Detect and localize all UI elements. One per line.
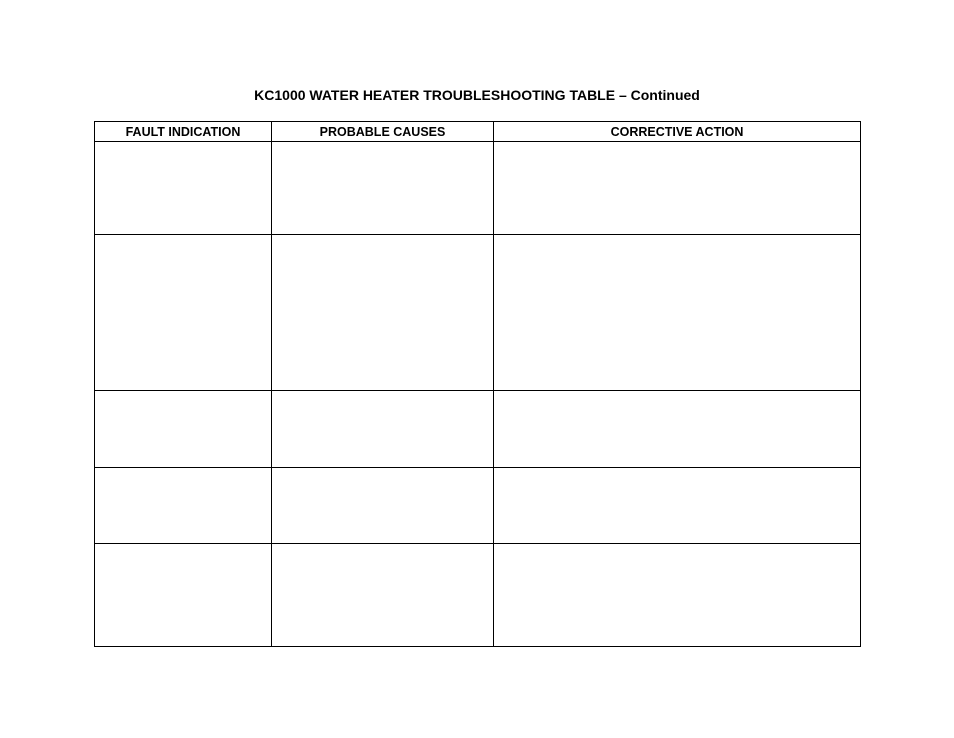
- corrective-action-cell: [494, 391, 861, 468]
- fault-indication-cell: [95, 544, 272, 647]
- fault-indication-cell: [95, 391, 272, 468]
- header-probable-causes: PROBABLE CAUSES: [272, 122, 494, 142]
- header-fault-indication: FAULT INDICATION: [95, 122, 272, 142]
- fault-indication-cell: [95, 468, 272, 544]
- probable-causes-cell: [272, 544, 494, 647]
- table-row: [95, 235, 861, 391]
- probable-causes-cell: [272, 235, 494, 391]
- corrective-action-cell: [494, 468, 861, 544]
- table-row: [95, 468, 861, 544]
- probable-causes-cell: [272, 391, 494, 468]
- probable-causes-cell: [272, 142, 494, 235]
- page-title: KC1000 WATER HEATER TROUBLESHOOTING TABLE – Continued: [254, 87, 700, 103]
- table-row: [95, 391, 861, 468]
- table-header-row: [95, 122, 861, 142]
- fault-indication-cell: [95, 142, 272, 235]
- corrective-action-cell: [494, 142, 861, 235]
- table-row: [95, 142, 861, 235]
- header-corrective-action: CORRECTIVE ACTION: [494, 122, 861, 142]
- troubleshooting-table: [94, 121, 861, 647]
- corrective-action-cell: [494, 235, 861, 391]
- fault-indication-cell: [95, 235, 272, 391]
- corrective-action-cell: [494, 544, 861, 647]
- table-row: [95, 544, 861, 647]
- probable-causes-cell: [272, 468, 494, 544]
